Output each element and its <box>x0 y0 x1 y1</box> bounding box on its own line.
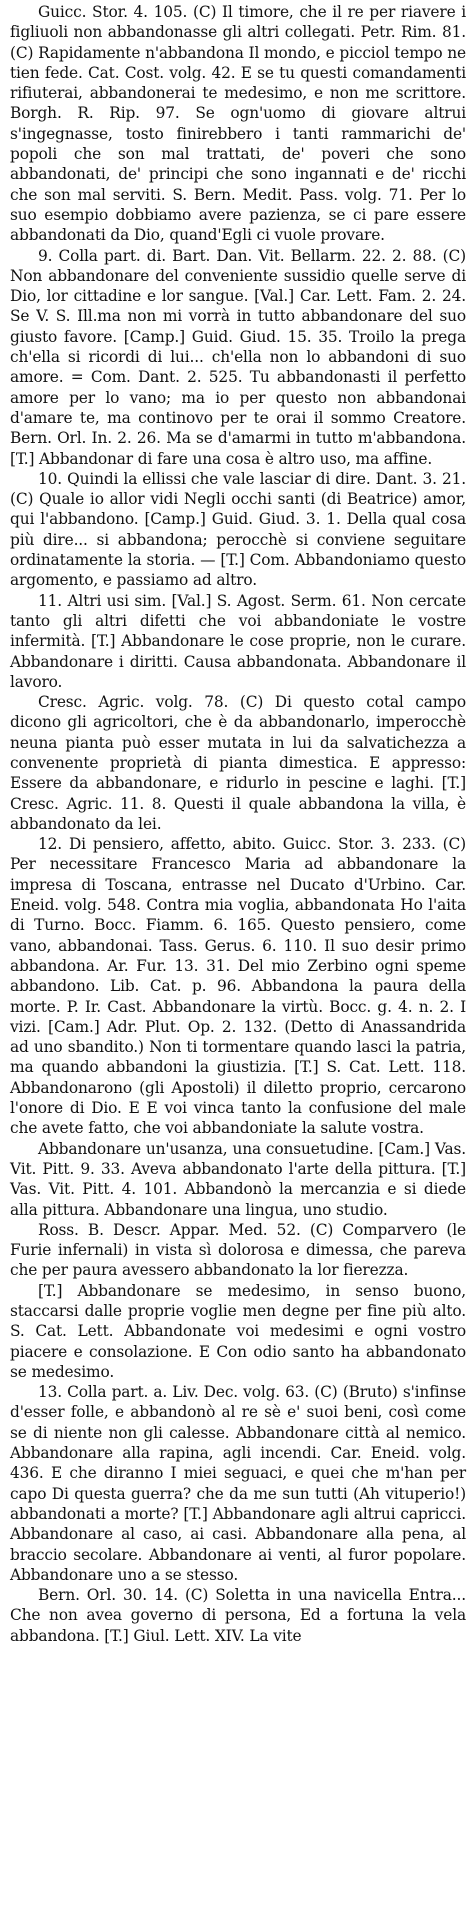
bern-orl-paragraph: Bern. Orl. 30. 14. (C) Soletta in una navicella Entra... Che non avea governo di persona, Ed a fortuna la vela abbandona. [T.] Giul. Lett. XIV. La vite <box>10 1586 466 1645</box>
sense-11-paragraph: 11. Altri usi sim. [Val.] S. Agost. Serm. 61. Non cercate tanto gli altri difetti che voi abbandoniate le vostre infermità. [T.] Abbandonare le cose proprie, non le curare. Abbandonare i diritti. Causa abbandonata. Abbandonare il lavoro. <box>10 591 466 691</box>
entry-continuation-paragraph: Guicc. Stor. 4. 105. (C) Il timore, che il re per riavere i figliuoli non abbandonasse gli altri collegati. Petr. Rim. 81. (C) Rapidamente n'abbandona Il mondo, e picciol tempo ne tien fede. Cat. Cost. volg. 42. E se tu questi comandamenti rifiuterai, abbandonerai te medesimo, e non me scrittore. Borgh. R. Rip. 97. Se ogn'uomo di giovare altrui s'ingegnasse, tosto finirebbero i tanti rammarichi de' popoli che son mal trattati, de' poveri che sono abbandonati, de' principi che sono ingannati e de' ricchi che son mal serviti. S. Bern. Medit. Pass. volg. 71. Per lo suo esempio dobbiamo avere pazienza, se ci pare essere abbandonati da Dio, quand'Egli ci vuole provare. <box>10 3 466 245</box>
sense-9-paragraph: 9. Colla part. di. Bart. Dan. Vit. Bellarm. 22. 2. 88. (C) Non abbandonare del conveniente sussidio quelle serve di Dio, lor cittadine e lor sangue. [Val.] Car. Lett. Fam. 2. 24. Se V. S. Ill.ma non mi vorrà in tutto abbandonare del suo giusto favore. [Camp.] Guid. Giud. 15. 35. Troilo la prega ch'ella si ricordi di lui... ch'ella non lo abbandoni di suo amore. = Com. Dant. 2. 525. Tu abbandonasti il perfetto amore per lo vano; ma io per questo non abbandonai d'amare te, ma continovo per te orai il sommo Creatore. Bern. Orl. In. 2. 26. Ma se d'amarmi in tutto m'abbandona. [T.] Abbandonar di fare una cosa è altro uso, ma affine. <box>10 246 466 468</box>
sense-10-paragraph: 10. Quindi la ellissi che vale lasciar di dire. Dant. 3. 21. (C) Quale io allor vidi Negli occhi santi (di Beatrice) amor, qui l'abbandono. [Camp.] Guid. Giud. 3. 1. Della qual cosa più dire... si abbandona; perocchè si conviene seguitare ordinatamente la storia. — [T.] Com. Abbandoniamo questo argomento, e passiamo ad altro. <box>10 469 466 590</box>
usanza-paragraph: Abbandonare un'usanza, una consuetudine. [Cam.] Vas. Vit. Pitt. 9. 33. Aveva abbandonato l'arte della pittura. [T.] Vas. Vit. Pitt. 4. 101. Abbandonò la mercanzia e si diede alla pittura. Abbandonare una lingua, uno studio. <box>10 1139 466 1219</box>
sense-13-paragraph: 13. Colla part. a. Liv. Dec. volg. 63. (C) (Bruto) s'infinse d'esser folle, e abbandonò al re sè e' suoi beni, così come se di niente non gli calesse. Abbandonare città al nemico. Abbandonare alla rapina, agli incendi. Car. Eneid. volg. 436. E che diranno I miei seguaci, e quei che m'han per capo Di questa guerra? che da me sun tutti (Ah vituperio!) abbandonati a morte? [T.] Abbandonare agli altrui capricci. Abbandonare al caso, ai casi. Abbandonare alla pena, al braccio secolare. Abbandonare ai venti, al furor popolare. Abbandonare uno a se stesso. <box>10 1383 466 1584</box>
sense-12-paragraph: 12. Di pensiero, affetto, abito. Guicc. Stor. 3. 233. (C) Per necessitare Francesco Maria ad abbandonare la impresa di Toscana, entrasse nel Ducato d'Urbino. Car. Eneid. volg. 548. Contra mia voglia, abbandonata Ho l'aita di Turno. Bocc. Fiamm. 6. 165. Questo pensiero, come vano, abbandonai. Tass. Gerus. 6. 110. Il suo desir primo abbandona. Ar. Fur. 13. 31. Del mio Zerbino ogni speme abbandono. Lib. Cat. p. 96. Abbandona la paura della morte. P. Ir. Cast. Abbandonare la virtù. Bocc. g. 4. n. 2. I vizi. [Cam.] Adr. Plut. Op. 2. 132. (Detto di Anassandrida ad uno sbandito.) Non ti tormentare quando lasci la patria, ma quando abbandoni la giustizia. [T.] S. Cat. Lett. 118. Abbandonarono (gli Apostoli) il diletto proprio, cercarono l'onore di Dio. E E voi vinca tanto la confusione del male che avete fatto, che voi abbandoniate la salute vostra. <box>10 835 466 1138</box>
ross-paragraph: Ross. B. Descr. Appar. Med. 52. (C) Comparvero (le Furie infernali) in vista sì dolorosa e dimessa, che pareva che per paura avessero abbandonato la lor fierezza. <box>10 1220 466 1280</box>
se-medesimo-paragraph: [T.] Abbandonare se medesimo, in senso buono, staccarsi dalle proprie voglie men degne per fine più alto. S. Cat. Lett. Abbandonate voi medesimi e ogni vostro piacere e consolazione. E Con odio santo ha abbandonato se medesimo. <box>10 1281 466 1381</box>
sense-11-cresc-paragraph: Cresc. Agric. volg. 78. (C) Di questo cotal campo dicono gli agricoltori, che è da abbandonarlo, imperocchè neuna pianta può esser mutata in lui da salvatichezza a convenente proprietà di pianta dimestica. E appresso: Essere da abbandonare, e ridurlo in pescine e laghi. [T.] Cresc. Agric. 11. 8. Questi il quale abbandona la villa, è abbandonato da lei. <box>10 693 466 833</box>
